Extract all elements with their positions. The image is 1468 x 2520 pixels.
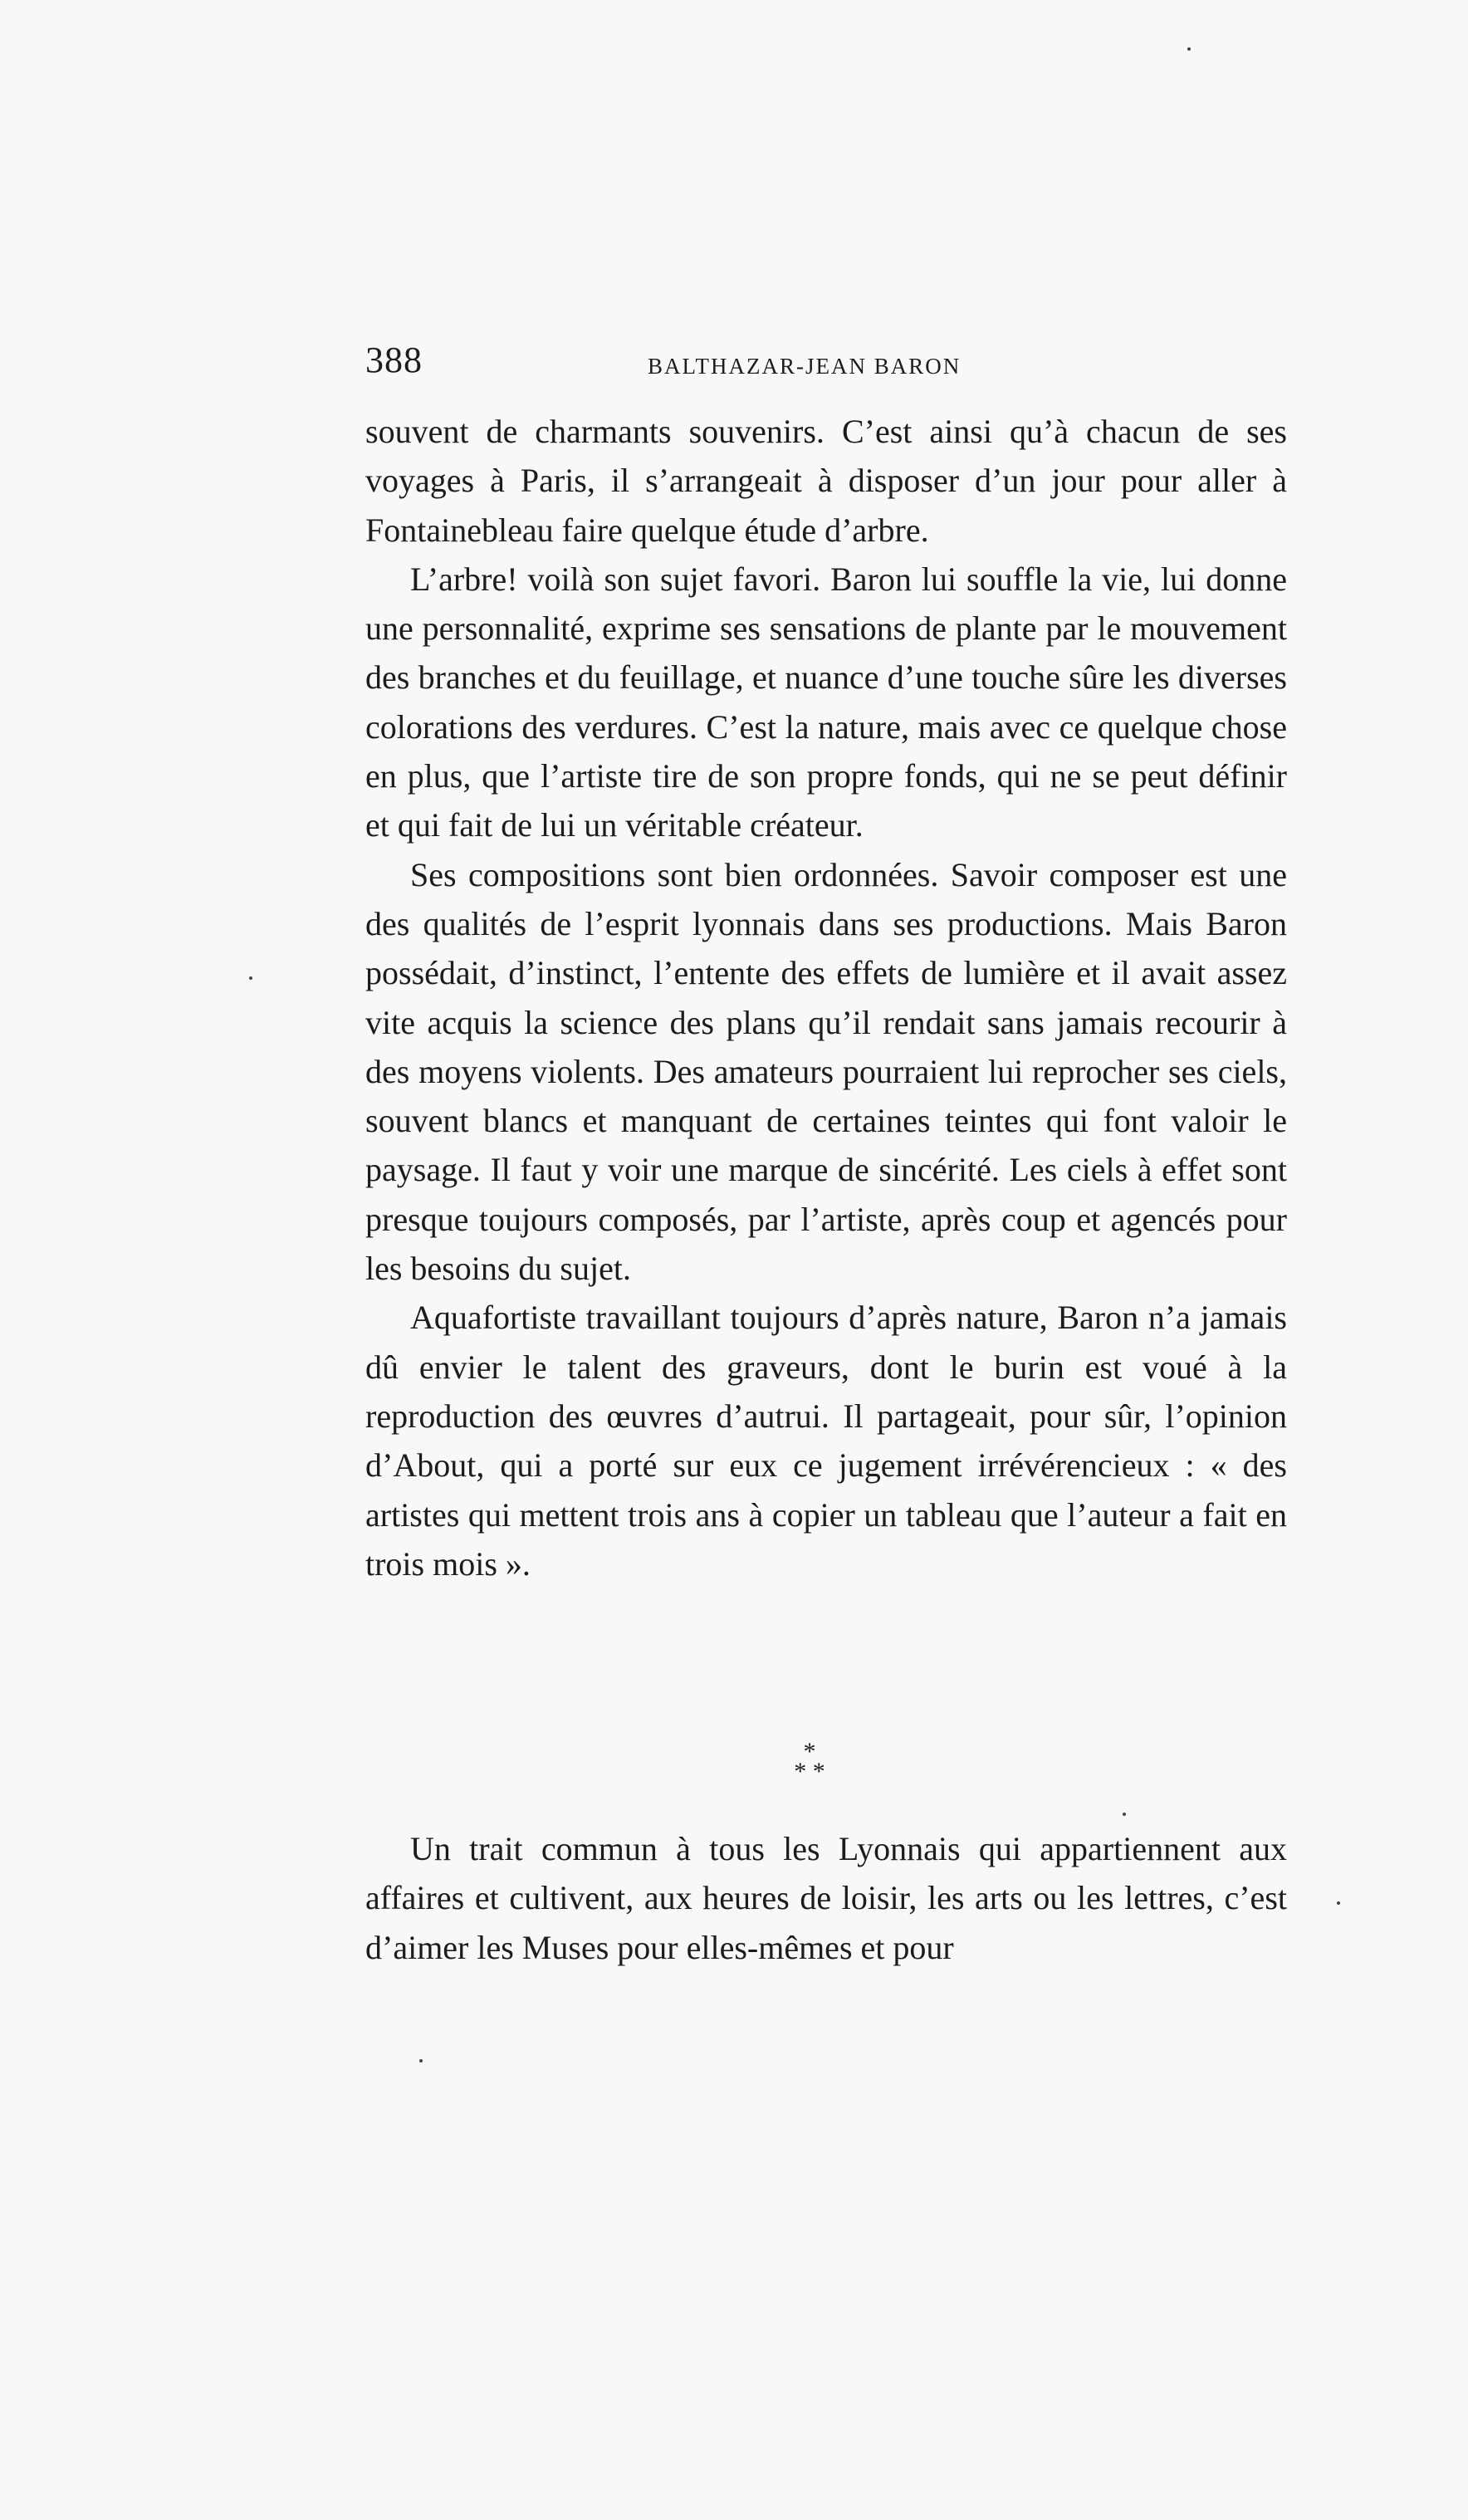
paragraph-3: Ses compositions sont bien ordonnées. Savoir composer est une des qualités de l’esprit lyonnais dans ses productions. Mais Baron possédait, d’instinct, l’entente des effets de lumière et il avait assez vite acquis la science des plans qu’il rendait sans jamais recourir à des moyens violents. Des amateurs pourraient lui reprocher ses ciels, souvent blancs et manquant de certaines teintes qui font valoir le paysage. Il faut y voir une marque de sincérité. Les ciels à effet sont presque toujours composés, par l’artiste, après coup et agencés pour les besoins du sujet. xyxy=(365,855,1287,1288)
page-header xyxy=(365,339,1287,389)
closing-text xyxy=(365,1824,1287,1972)
running-title: BALTHAZAR-JEAN BARON xyxy=(648,354,962,379)
paper-speck xyxy=(1187,47,1191,51)
body-text xyxy=(365,407,1287,1588)
separator-bottom-asterisks: * * xyxy=(794,1758,825,1785)
paper-speck xyxy=(419,2059,423,2062)
separator-top-asterisk: * xyxy=(803,1738,816,1765)
paper-speck xyxy=(249,976,252,980)
paragraph-4: Aquafortiste travaillant toujours d’après nature, Baron n’a jamais dû envier le talent des graveurs, dont le burin est voué à la reproduction des œuvres d’autrui. Il partageait, pour sûr, l’opinion d’About, qui a porté sur eux ce jugement irrévérencieux : « des artistes qui mettent trois ans à copier un tableau que l’auteur a fait en trois mois ». xyxy=(365,1299,1287,1583)
page-number: 388 xyxy=(365,340,423,380)
paper-speck xyxy=(1123,1813,1126,1816)
closing-paragraph: Un trait commun à tous les Lyonnais qui appartiennent aux affaires et cultivent, aux heures de loisir, les arts ou les lettres, c’est d’aimer les Muses pour elles-mêmes et pour xyxy=(365,1830,1287,1966)
paragraph-2: L’arbre! voilà son sujet favori. Baron lui souffle la vie, lui donne une personnalité, exprime ses sensations de plante par le mouvement des branches et du feuillage, et nuance d’une touche sûre les diverses colorations des verdures. C’est la nature, mais avec ce quelque chose en plus, que l’artiste tire de son propre fonds, qui ne se peut définir et qui fait de lui un véritable créateur. xyxy=(365,560,1287,844)
section-separator xyxy=(780,1738,839,1800)
paper-speck xyxy=(1337,1901,1340,1905)
paragraph-1: souvent de charmants souvenirs. C’est ainsi qu’à chacun de ses voyages à Paris, il s’arrangeait à disposer d’un jour pour aller à Fontainebleau faire quelque étude d’arbre. xyxy=(365,413,1287,549)
